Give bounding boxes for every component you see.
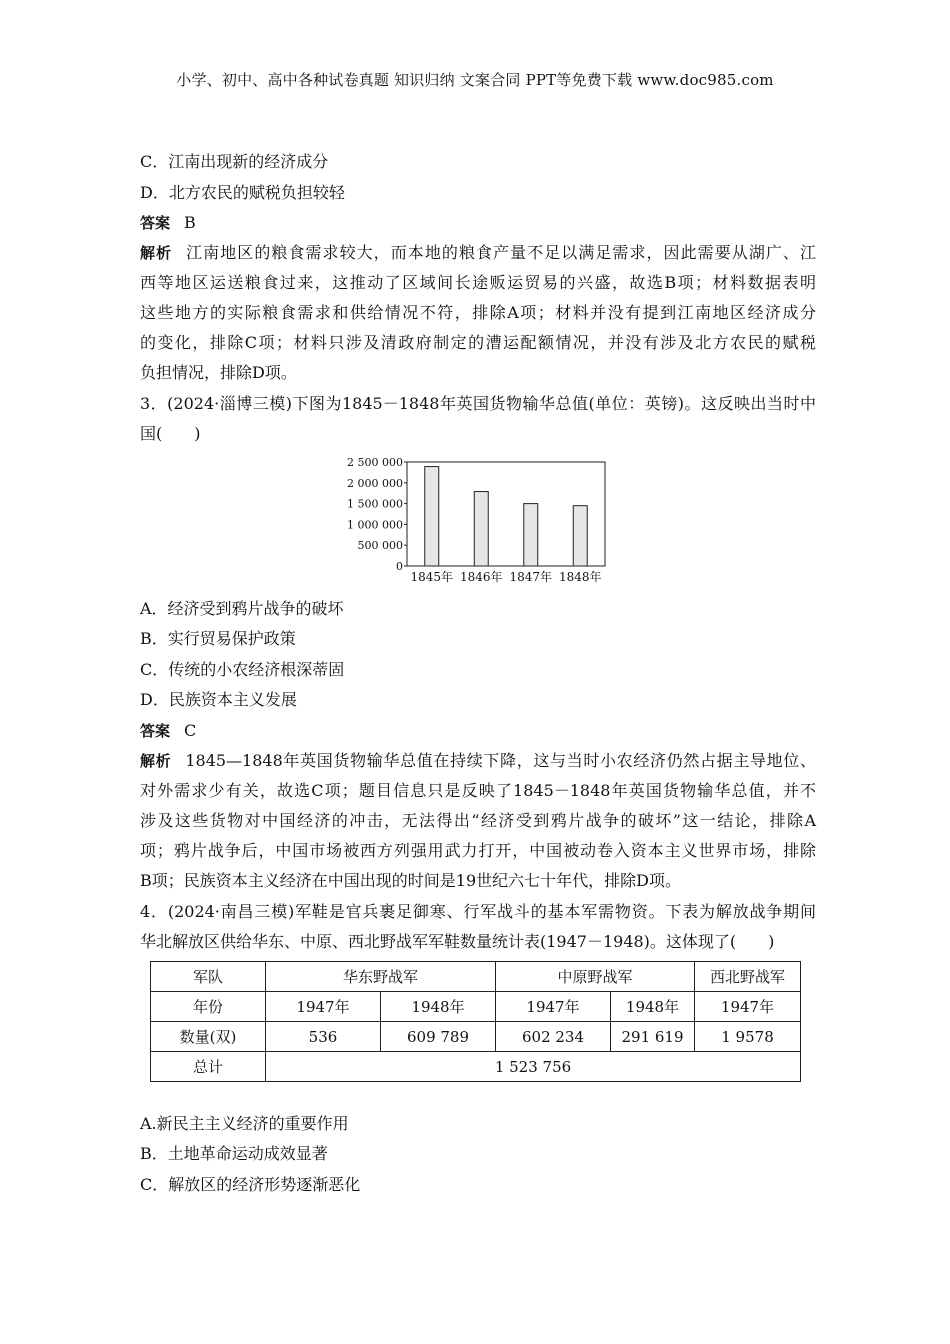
q2-answer (140, 213, 816, 233)
y-tick-label: 2 000 000 (347, 476, 403, 490)
answer-label: 答案 (140, 722, 171, 740)
q4-option-b: B．土地革命运动成效显著 (140, 1144, 328, 1163)
table-cell: 1947年 (695, 992, 801, 1022)
q4-option-c: C．解放区的经济形势逐渐恶化 (140, 1175, 361, 1194)
q4-stem-line-2: 华北解放区供给华东、中原、西北野战军军鞋数量统计表(1947－1948)。这体现了( ) (140, 932, 775, 951)
q3-analysis-line-1: 解析 1845—1848年英国货物输华总值在持续下降，这与当时小农经济仍然占据主导地位、 (140, 751, 816, 770)
table-cell: 1948年 (611, 992, 695, 1022)
table-cell: 291 619 (611, 1022, 695, 1052)
bar (524, 504, 538, 566)
table-row-header: 年份 (151, 992, 266, 1022)
table-header-cell: 西北野战军 (695, 962, 801, 992)
q3-stem-line-2: 国( ) (140, 424, 201, 443)
army-shoes-table (150, 961, 801, 1082)
q2-analysis-line-3: 这些地方的实际粮食需求和供给情况不符，排除A项；材料并没有提到江南地区经济成分 (140, 303, 816, 322)
table-row (151, 962, 801, 992)
q3-analysis-line-2: 对外需求少有关，故选C项；题目信息只是反映了1845－1848年英国货物输华总值，并不 (140, 781, 816, 800)
y-tick-label: 1 500 000 (347, 497, 403, 511)
bar (425, 467, 439, 566)
q3-option-b: B．实行贸易保护政策 (140, 629, 296, 648)
q3-analysis-line-4: 项；鸦片战争后，中国市场被西方列强用武力打开，中国被动卷入资本主义世界市场，排除 (140, 841, 816, 860)
q2-option-c: C．江南出现新的经济成分 (140, 152, 329, 171)
q4-option-a: A.新民主主义经济的重要作用 (140, 1114, 349, 1133)
table-cell: 1947年 (266, 992, 381, 1022)
table-cell: 1 9578 (695, 1022, 801, 1052)
table-cell: 602 234 (496, 1022, 611, 1052)
x-tick-label: 1846年 (459, 570, 503, 584)
y-tick-label: 500 000 (357, 539, 403, 553)
y-tick-label: 2 500 000 (347, 456, 403, 469)
y-tick-label: 1 000 000 (347, 518, 403, 532)
q3-analysis-line-5: B项；民族资本主义经济在中国出现的时间是19世纪六七十年代，排除D项。 (140, 871, 681, 890)
answer-value: B (184, 213, 196, 232)
q2-analysis-line-2: 西等地区运送粮食过来，这推动了区域间长途贩运贸易的兴盛，故选B项；材料数据表明 (140, 273, 816, 292)
answer-value: C (184, 721, 197, 740)
table-header-cell: 中原野战军 (496, 962, 695, 992)
table-cell: 1947年 (496, 992, 611, 1022)
q3-stem-line-1: 3．(2024·淄博三模)下图为1845－1848年英国货物输华总值(单位：英镑)。这反映出当时中 (140, 394, 816, 413)
table-header-cell: 华东野战军 (266, 962, 496, 992)
x-tick-label: 1845年 (410, 570, 454, 584)
table-row-header: 总计 (151, 1052, 266, 1082)
table-total-cell: 1 523 756 (266, 1052, 801, 1082)
q2-analysis-line-5: 负担情况，排除D项。 (140, 363, 297, 382)
table-cell: 1948年 (381, 992, 496, 1022)
table-row-header: 数量(双) (151, 1022, 266, 1052)
answer-label: 答案 (140, 214, 171, 232)
bar (474, 492, 488, 566)
q2-option-d: D．北方农民的赋税负担较轻 (140, 183, 345, 202)
chart-svg (340, 452, 610, 592)
table-row (151, 1022, 801, 1052)
page-header: 小学、初中、高中各种试卷真题 知识归纳 文案合同 PPT等免费下载 www.doc985.com (176, 71, 774, 89)
q3-answer (140, 721, 816, 741)
y-tick-label: 0 (396, 560, 403, 573)
analysis-label: 解析 (140, 244, 173, 262)
q2-analysis-line-4: 的变化，排除C项；材料只涉及清政府制定的漕运配额情况，并没有涉及北方农民的赋税 (140, 333, 816, 352)
x-tick-label: 1847年 (509, 570, 553, 584)
q3-option-a: A．经济受到鸦片战争的破坏 (140, 599, 344, 618)
table-cell: 609 789 (381, 1022, 496, 1052)
bar (573, 506, 587, 566)
q2-analysis-line-1: 解析 江南地区的粮食需求较大，而本地的粮食产量不足以满足需求，因此需要从湖广、江 (140, 243, 816, 262)
table-cell: 536 (266, 1022, 381, 1052)
table-header-cell: 军队 (151, 962, 266, 992)
analysis-label: 解析 (140, 752, 172, 770)
table-row (151, 1052, 801, 1082)
q3-analysis-line-3: 涉及这些货物对中国经济的冲击，无法得出“经济受到鸦片战争的破坏”这一结论，排除A (140, 811, 816, 830)
x-tick-label: 1848年 (558, 570, 602, 584)
q3-option-d: D．民族资本主义发展 (140, 690, 297, 709)
q3-option-c: C．传统的小农经济根深蒂固 (140, 660, 345, 679)
export-bar-chart (340, 452, 610, 592)
table-row (151, 992, 801, 1022)
q4-stem-line-1: 4．(2024·南昌三模)军鞋是官兵裹足御寒、行军战斗的基本军需物资。下表为解放战争期间 (140, 902, 816, 921)
